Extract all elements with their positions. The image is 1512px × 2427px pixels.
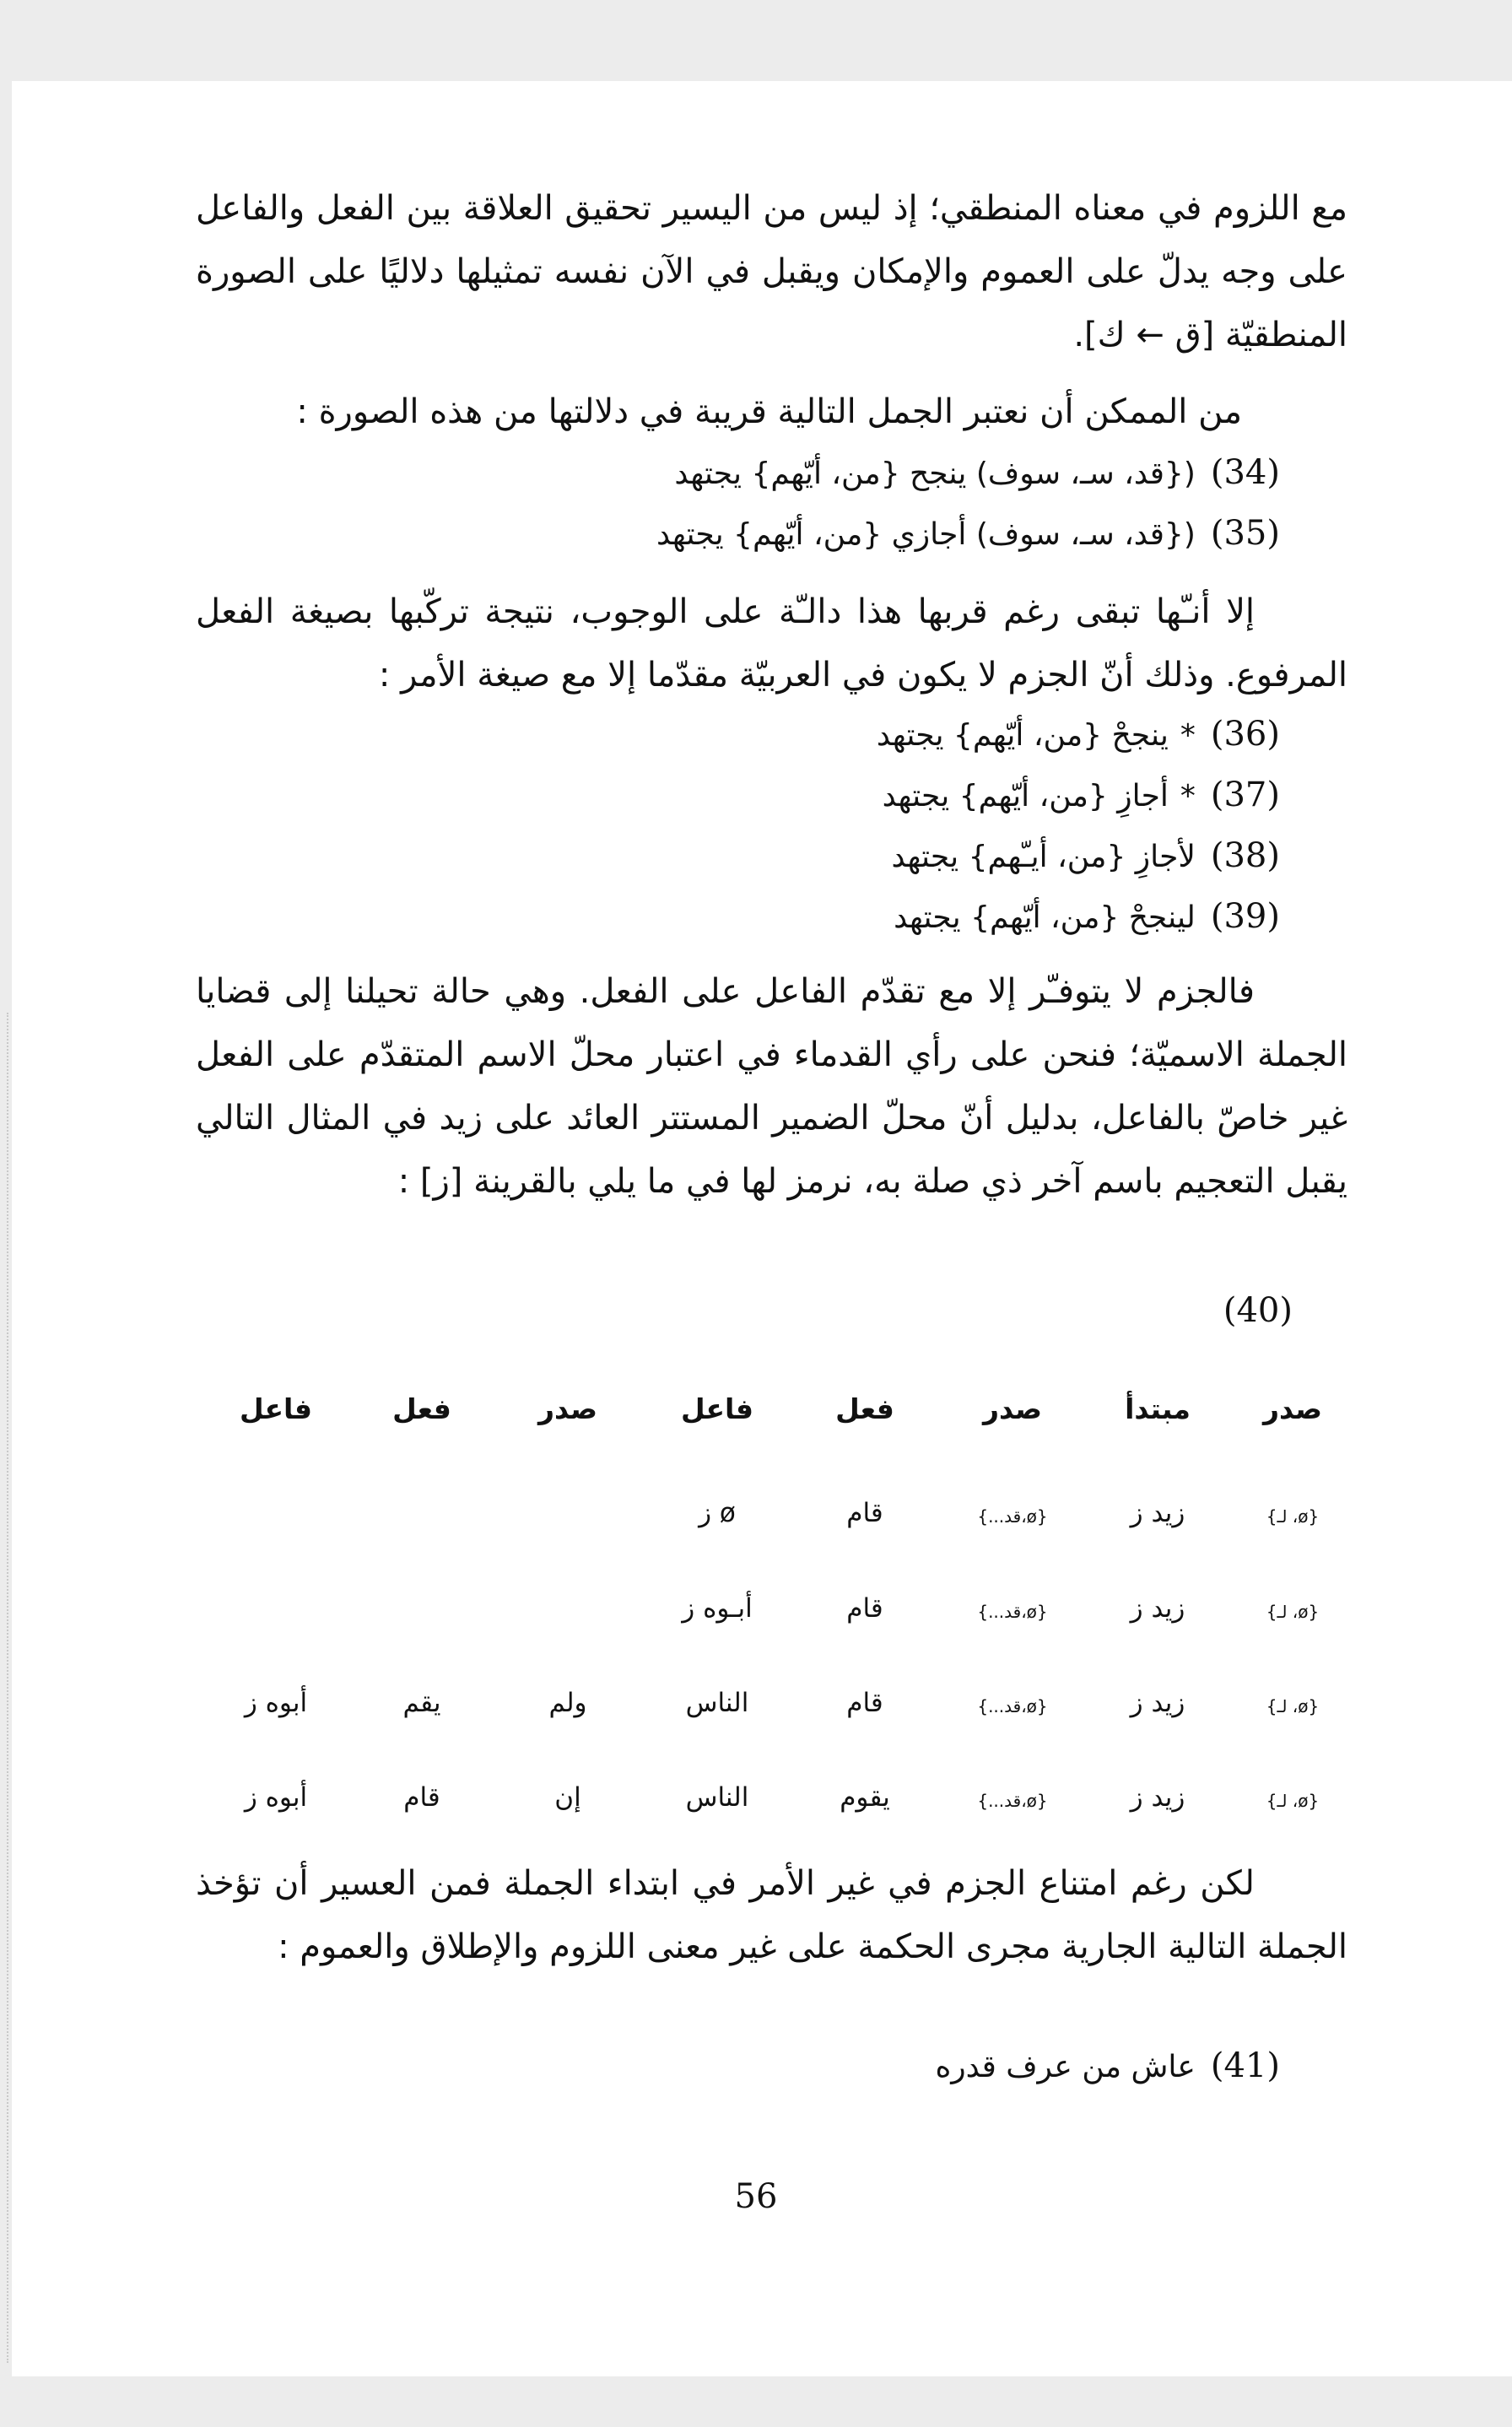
example-number: (39) xyxy=(1210,897,1280,936)
table-cell: قام xyxy=(403,1782,440,1813)
table-cell: {ø، لـ} xyxy=(1266,1602,1320,1622)
table-cell: زيد ز xyxy=(1130,1688,1185,1718)
example-number: (41) xyxy=(1210,2046,1280,2085)
table-cell: قام xyxy=(846,1593,883,1624)
example-text: عاش من عرف قدره xyxy=(935,2050,1196,2084)
table-header-cell: فاعل xyxy=(240,1392,312,1425)
table-cell: قام xyxy=(846,1688,883,1718)
table-cell: قام xyxy=(846,1498,883,1528)
table-cell: {ø،قد...} xyxy=(977,1696,1048,1716)
table-cell: أبوه ز xyxy=(244,1688,308,1718)
example-36 xyxy=(877,711,1280,759)
table-cell: {ø، لـ} xyxy=(1266,1506,1320,1527)
ungrammatical-star: * xyxy=(1180,779,1196,814)
example-text: ينجحْ {من، أيّهم} يجتهد xyxy=(876,718,1169,753)
table-header-cell: صدر xyxy=(538,1392,597,1425)
example-41 xyxy=(935,2042,1280,2091)
example-number: (37) xyxy=(1210,776,1280,814)
table-cell: زيد ز xyxy=(1130,1498,1185,1528)
example-35 xyxy=(656,510,1280,559)
ungrammatical-star: * xyxy=(1180,718,1196,753)
table-cell: {ø،قد...} xyxy=(977,1791,1048,1811)
table-header-cell: فعل xyxy=(392,1392,451,1425)
table-header-cell: مبتدأ xyxy=(1125,1392,1191,1425)
example-number: (38) xyxy=(1210,836,1280,875)
table-cell: زيد ز xyxy=(1130,1593,1185,1624)
table-cell: {ø، لـ} xyxy=(1266,1696,1320,1716)
table-header-cell: فعل xyxy=(835,1392,894,1425)
example-text: أجازِ {من، أيّهم} يجتهد xyxy=(882,779,1169,814)
paragraph-2: من الممكن أن نعتبر الجمل التالية قريبة في دلالتها من هذه الصورة : xyxy=(296,392,1242,431)
example-37 xyxy=(883,771,1280,820)
example-text: ({قد، سـ، سوف) ينجح {من، أيّهم} يجتهد xyxy=(674,457,1196,491)
table-cell: ø ز xyxy=(699,1498,736,1528)
table-cell: يقوم xyxy=(840,1782,890,1813)
example-text: لأجازِ {من، أيـّهم} يجتهد xyxy=(891,840,1196,874)
table-header-cell: فاعل xyxy=(681,1392,753,1425)
table-header-cell: صدر xyxy=(983,1392,1042,1425)
margin-dotted-line xyxy=(7,1013,8,2363)
table-cell: أبـوه ز xyxy=(682,1593,753,1624)
example-text: لينجحْ {من، أيّهم} يجتهد xyxy=(894,900,1196,935)
table-cell: إن xyxy=(554,1782,581,1813)
example-text: ({قد، سـ، سوف) أجازي {من، أيّهم} يجتهد xyxy=(656,517,1196,552)
table-cell: زيد ز xyxy=(1130,1782,1185,1813)
example-34 xyxy=(674,449,1280,498)
page-number: 56 xyxy=(734,2177,778,2216)
example-number: (35) xyxy=(1210,514,1280,553)
example-38 xyxy=(892,832,1280,881)
table-cell: ولم xyxy=(548,1688,587,1718)
paragraph-1: مع اللزوم في معناه المنطقي؛ إذ ليس من اليسير تحقيق العلاقة بين الفعل والفاعل على وجه يدلّ على العموم والإمكان ويقبل في الآن نفسه تمثيلها دلاليًا على الصورة المنطقيّة [ق ← ك]. xyxy=(196,189,1347,354)
example-number: (34) xyxy=(1210,453,1280,492)
example-39 xyxy=(894,893,1280,942)
paragraph-4: فالجزم لا يتوفـّر إلا مع تقدّم الفاعل على الفعل. وهي حالة تحيلنا إلى قضايا الجملة الاسميّة؛ فنحن على رأي القدماء في اعتبار محلّ الاسم المتقدّم على الفعل غير خاصّ بالفاعل، بدليل أنّ محلّ الضمير المستتر العائد على زيد في المثال التالي يقبل التعجيم باسم آخر ذي صلة به، نرمز لها في ما يلي بالقرينة [ز] : xyxy=(196,972,1347,1201)
table-cell: {ø، لـ} xyxy=(1266,1791,1320,1811)
table-cell: {ø،قد...} xyxy=(977,1506,1048,1527)
table-cell: يقم xyxy=(402,1688,441,1718)
paragraph-3: إلا أنـّها تبقى رغم قربها هذا دالـّة على الوجوب، نتيجة تركّبها بصيغة الفعل المرفوع. وذلك أنّ الجزم لا يكون في العربيّة مقدّما إلا مع صيغة الأمر : xyxy=(196,592,1347,695)
table-cell: أبوه ز xyxy=(244,1782,308,1813)
table-cell: {ø،قد...} xyxy=(977,1602,1048,1622)
example-number: (36) xyxy=(1210,715,1280,754)
table-cell: الناس xyxy=(685,1782,749,1813)
table-header-cell: صدر xyxy=(1263,1392,1322,1425)
table-cell: الناس xyxy=(685,1688,749,1718)
paragraph-5: لكن رغم امتناع الجزم في غير الأمر في ابتداء الجملة فمن العسير أن تؤخذ الجملة التالية الجارية مجرى الحكمة على غير معنى اللزوم والإطلاق والعموم : xyxy=(196,1864,1347,1966)
example-40-number: (40) xyxy=(1223,1291,1293,1330)
